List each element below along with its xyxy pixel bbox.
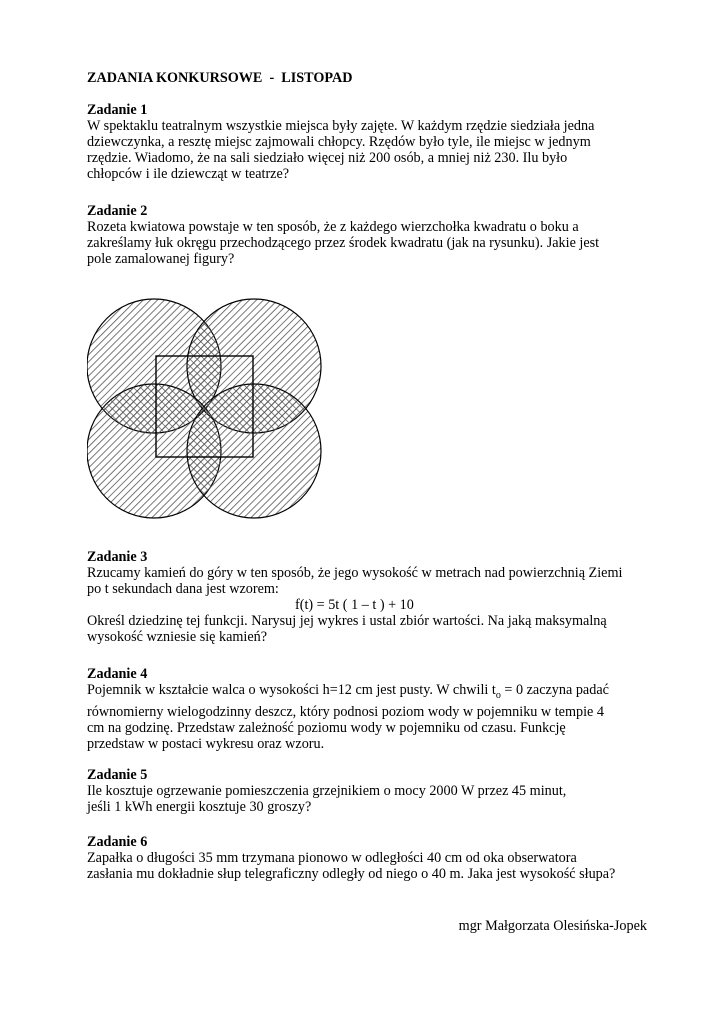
task-6 — [87, 834, 647, 882]
task-4-line: równomierny wielogodzinny deszcz, który podnosi poziom wody w pojemniku w tempie 4 — [87, 703, 604, 720]
task-4-heading: Zadanie 4 — [87, 666, 148, 682]
task-6-line: Zapałka o długości 35 mm trzymana pionowo w odległości 40 cm od oka obserwatora — [87, 850, 577, 866]
task-4-line-end: = 0 zaczyna padać — [500, 682, 609, 698]
task-3-line: Rzucamy kamień do góry w ten sposób, że jego wysokość w metrach nad powierzchnią Ziemi — [87, 565, 623, 581]
document-title: ZADANIA KONKURSOWE - LISTOPAD — [87, 70, 353, 86]
task-4-line — [87, 682, 647, 704]
task-1-line: rzędzie. Wiadomo, że na sali siedziało więcej niż 200 osób, a mniej niż 230. Ilu było — [87, 150, 568, 166]
task-6-line: zasłania mu dokładnie słup telegraficzny odległy od niego o 40 m. Jaka jest wysokość słupa? — [87, 866, 616, 882]
task-1-line: W spektaklu teatralnym wszystkie miejsca były zajęte. W każdym rzędzie siedziała jedna — [87, 118, 595, 134]
task-5 — [87, 767, 647, 815]
task-5-line: Ile kosztuje ogrzewanie pomieszczenia grzejnikiem o mocy 2000 W przez 45 minut, — [87, 783, 567, 799]
task-6-heading: Zadanie 6 — [87, 834, 148, 850]
task-4 — [87, 666, 647, 752]
task-1-line: chłopców i ile dziewcząt w teatrze? — [87, 166, 290, 182]
task-5-line: jeśli 1 kWh energii kosztuje 30 groszy? — [87, 799, 312, 815]
task-4-line: cm na godzinę. Przedstaw zależność poziomu wody w pojemniku od czasu. Funkcję — [87, 719, 566, 736]
task-3-line: wysokość wzniesie się kamień? — [87, 629, 268, 645]
task-2-line: pole zamalowanej figury? — [87, 251, 235, 267]
subscript-o: o — [495, 689, 501, 701]
task-2-heading: Zadanie 2 — [87, 203, 148, 219]
task-5-heading: Zadanie 5 — [87, 767, 148, 783]
rosette-figure — [87, 285, 332, 530]
task-2-line: Rozeta kwiatowa powstaje w ten sposób, że z każdego wierzchołka kwadratu o boku a — [87, 219, 579, 235]
task-2 — [87, 203, 647, 267]
task-3 — [87, 549, 647, 645]
task-1-heading: Zadanie 1 — [87, 102, 148, 118]
task-4-line-start: Pojemnik w kształcie walca o wysokości h=12 cm jest pusty. W chwili t — [87, 682, 496, 698]
task-3-formula: f(t) = 5t ( 1 – t ) + 10 — [295, 597, 414, 613]
task-3-line: Określ dziedzinę tej funkcji. Narysuj jej wykres i ustal zbiór wartości. Na jaką maksymalną — [87, 613, 607, 629]
task-2-line: zakreślamy łuk okręgu przechodzącego przez środek kwadratu (jak na rysunku). Jakie jest — [87, 235, 600, 251]
author-signature: mgr Małgorzata Olesińska-Jopek — [458, 918, 647, 934]
task-3-line: po t sekundach dana jest wzorem: — [87, 581, 279, 597]
task-1 — [87, 102, 647, 182]
task-4-line: przedstaw w postaci wykresu oraz wzoru. — [87, 735, 325, 752]
task-3-heading: Zadanie 3 — [87, 549, 148, 565]
task-1-line: dziewczynka, a resztę miejsc zajmowali chłopcy. Rzędów było tyle, ile miejsc w jednym — [87, 134, 591, 150]
